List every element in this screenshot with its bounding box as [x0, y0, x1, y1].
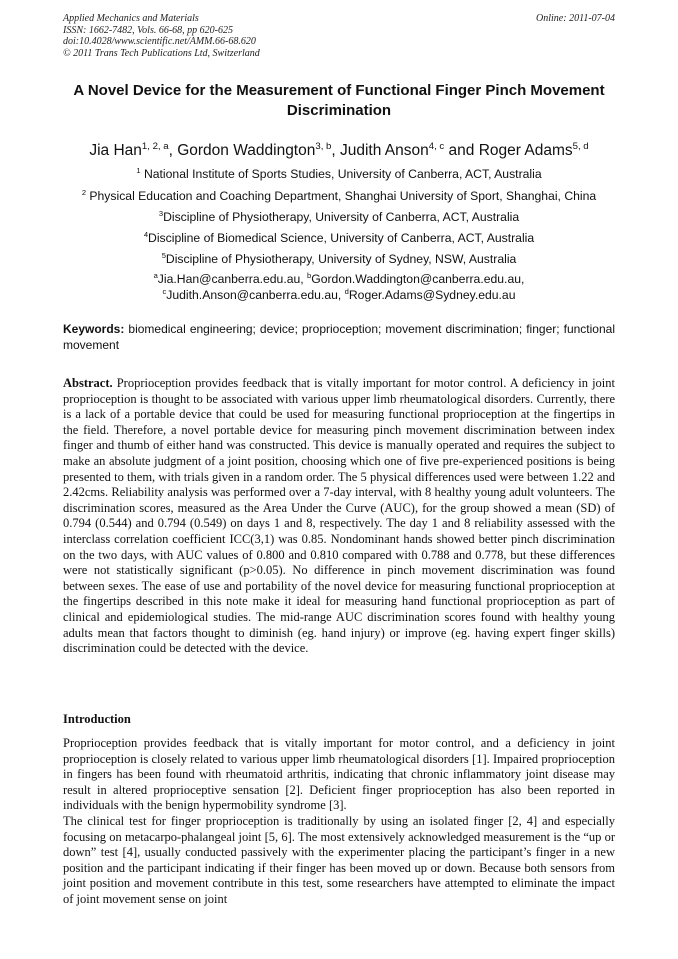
- affiliation-3: [40, 210, 638, 224]
- author-sup: 5, d: [572, 140, 589, 152]
- affiliation-num: 1: [136, 165, 141, 175]
- author-emails: [63, 272, 615, 303]
- affiliation-text: Physical Education and Coaching Department, Shanghai University of Sport, Shanghai, China: [86, 189, 597, 203]
- author-sep: and: [444, 142, 479, 159]
- author-list: [63, 141, 615, 161]
- online-date: Online: 2011-07-04: [536, 13, 615, 24]
- author-sup: 1, 2, a: [141, 140, 169, 152]
- author-sep: ,: [331, 142, 340, 159]
- affiliation-text: Discipline of Biomedical Science, University of Canberra, ACT, Australia: [148, 231, 535, 245]
- affiliation-1: [40, 167, 638, 181]
- author-sup: 4, c: [428, 140, 445, 152]
- journal-header: [63, 13, 615, 59]
- abstract-text: Proprioception provides feedback that is vitally important for motor control. A deficiency in joint proprioception is thought to be associated with various upper limb rheumatological disorders. Currently, there is a lack of a portable device that could be used for measuring functional proprioception at the fingertips in the field. Therefore, a novel portable device for measuring pinch movement discrimination between index finger and thumb of either hand was constructed. This device is manually operated and requires the subject to make an absolute judgment of a joint position, choosing which one of five pre-experienced positions is being presented to them, with trials given in a random order. The 5 physical differences used were between 1.22 and 2.42cms. Reliability analysis was performed over a 7-day interval, with 8 healthy young adult volunteers. The discrimination scores, measured as the Area Under the Curve (AUC), for the group showed a mean (SD) of 0.794 (0.544) and 0.794 (0.549) on days 1 and 8, respectively. The day 1 and 8 reliability assessed with the interclass correlation coefficient ICC(3,1) was 0.85. Nondominant hands showed better pinch discrimination on the two days, with AUC values of 0.800 and 0.810 compared with 0.788 and 0.778, but these differences were not statistically significant (p>0.05). No difference in pinch movement discrimination was found between sexes. The ease of use and portability of the novel device for measuring functional proprioception at the fingertips described in this note make it ideal for measuring hand functional proprioception as part of clinical and epidemiological studies. The mid-range AUC discrimination scores found with healthy young adults mean that factors thought to diminish (eg. hand injury) or improve (eg. having expert finger skills) discrimination could be detected with the device.: [63, 376, 615, 656]
- keywords-label: Keywords:: [63, 322, 125, 336]
- email-sup: d: [344, 286, 349, 296]
- email-link[interactable]: Roger.Adams@Sydney.edu.au: [348, 287, 516, 302]
- author-name: Gordon Waddington: [177, 142, 316, 159]
- introduction-heading: Introduction: [63, 712, 131, 726]
- keywords-section: [63, 322, 615, 353]
- email-sup: b: [307, 270, 312, 280]
- affiliation-num: 3: [158, 208, 164, 218]
- doi-line[interactable]: doi:10.4028/www.scientific.net/AMM.66-68.620: [63, 36, 256, 48]
- affiliation-text: Discipline of Physiotherapy, University of Canberra, ACT, Australia: [163, 210, 520, 224]
- affiliation-2: [40, 189, 638, 203]
- affiliation-num: 4: [143, 229, 149, 239]
- affiliation-num: 2: [81, 187, 87, 197]
- author-sep: ,: [168, 142, 178, 159]
- issn-line: ISSN: 1662-7482, Vols. 66-68, pp 620-625: [63, 24, 233, 36]
- affiliation-5: [40, 252, 638, 266]
- email-sup: c: [162, 286, 167, 296]
- keywords-text: biomedical engineering; device; proprioception; movement discrimination; finger; functional movement: [63, 322, 615, 352]
- paper-title: A Novel Device for the Measurement of Functional Finger Pinch Movement Discrimination: [73, 82, 605, 119]
- author-sup: 3, b: [315, 140, 332, 152]
- affiliation-4: [40, 231, 638, 245]
- author-name: Jia Han: [89, 142, 142, 159]
- abstract-label: Abstract.: [63, 376, 113, 390]
- introduction-section: [63, 736, 615, 908]
- email-link[interactable]: Jia.Han@canberra.edu.au,: [157, 272, 308, 286]
- journal-name: Applied Mechanics and Materials: [63, 13, 199, 24]
- email-link[interactable]: Gordon.Waddington@canberra.edu.au,: [311, 272, 525, 286]
- author-name: Roger Adams: [478, 142, 573, 159]
- author-name: Judith Anson: [340, 142, 429, 159]
- abstract-section: [63, 376, 615, 657]
- copyright-line: © 2011 Trans Tech Publications Ltd, Switzerland: [63, 47, 260, 59]
- paragraph: The clinical test for finger proprioception is traditionally by using an isolated finger [2, 4] and especially focusing on metacarpo-phalangeal joint [5, 6]. The most extensively acknowledged measurement is the “up or down” test [4], usually conducted passively with the experimenter placing the participant’s finger in a new position and the participant indicating if their finger has been moved up or down. Because both sensors from joint position and movement contribute in this test, some researchers have attempted to eliminate the impact of joint movement sense on joint: [63, 813, 615, 906]
- paragraph: Proprioception provides feedback that is vitally important for motor control, and a deficiency in joint proprioception is closely related to various upper limb rheumatological disorders [1]. Impaired proprioception in fingers has been found with rheumatoid arthritis, indicating that chronic inflammatory joint disease may result in altered proprioceptive sensation [2]. Deficient finger proprioception has also been reported in individuals with the benign hypermobility syndrome [3].: [63, 736, 615, 813]
- email-link[interactable]: Judith.Anson@canberra.edu.au,: [166, 287, 345, 302]
- email-sup: a: [153, 270, 158, 280]
- affiliation-text: National Institute of Sports Studies, University of Canberra, ACT, Australia: [140, 167, 542, 181]
- affiliation-text: Discipline of Physiotherapy, University of Sydney, NSW, Australia: [165, 252, 517, 266]
- affiliation-num: 5: [161, 250, 166, 260]
